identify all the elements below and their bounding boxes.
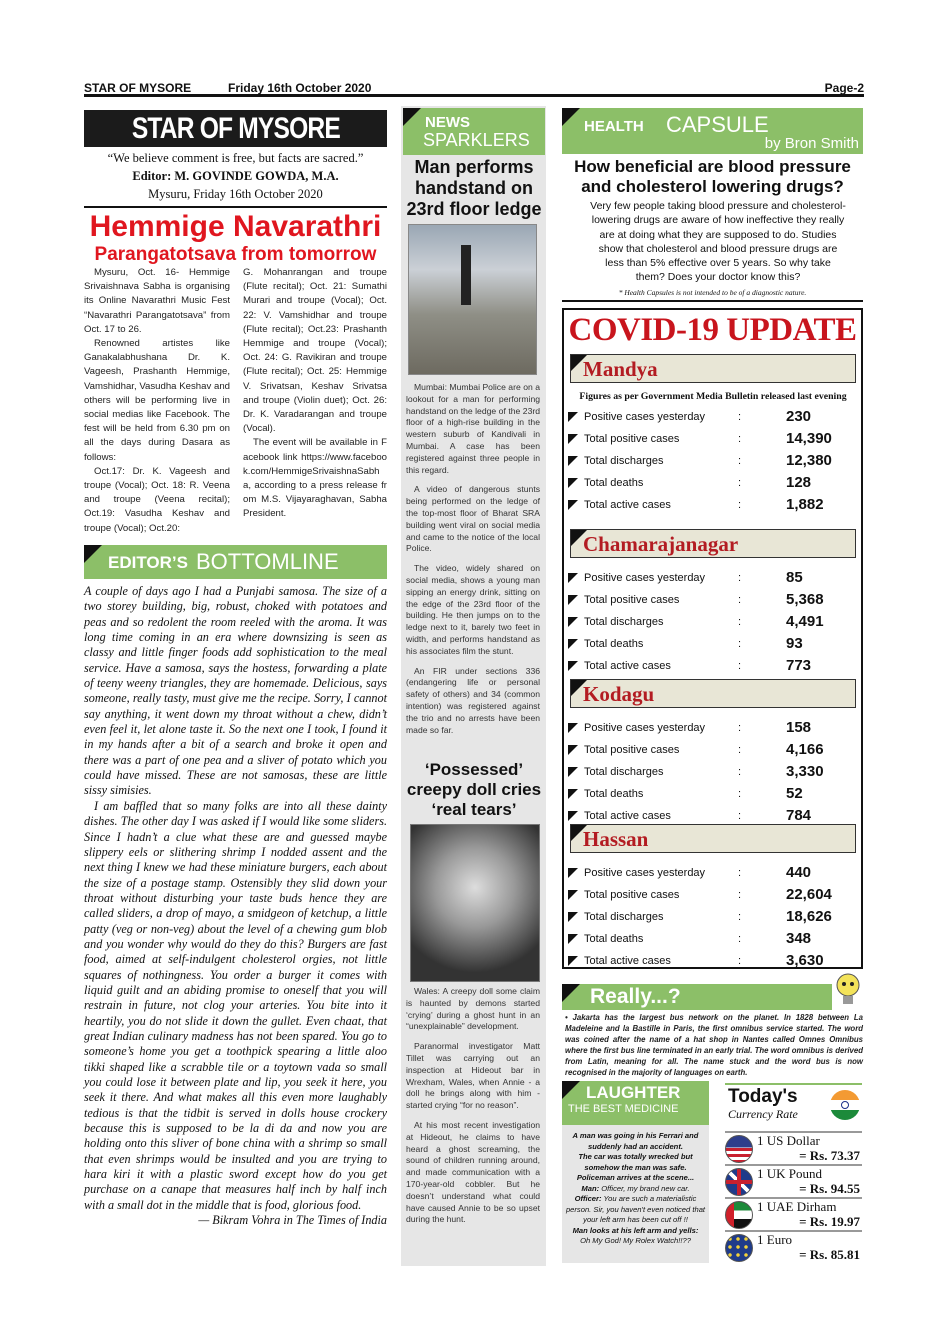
doll-photo — [410, 824, 540, 982]
divider — [725, 1083, 862, 1085]
paragraph: A video of dangerous stunts being performed on the ledge of the top-most floor of Bharat SRA building went viral on social media and came to the notice of the local Police. — [406, 484, 540, 554]
sparklers-header — [403, 108, 545, 155]
joke-line: Man looks at his left arm and yells: — [572, 1225, 699, 1235]
sparklers-kicker: NEWS — [425, 114, 470, 131]
corner-mark — [571, 355, 587, 371]
corner-mark — [84, 545, 102, 563]
stat-row — [568, 865, 858, 883]
health-kicker: HEALTH — [584, 118, 644, 135]
stat-label: Positive cases yesterday — [584, 867, 706, 879]
stat-value: 784 — [786, 807, 812, 824]
page-number: Page-2 — [824, 81, 864, 95]
paragraph: A couple of days ago I had a Punjabi samosa. The size of a two storey building, big, robust, choked with potatoes and peas and so redolent the room reeled with the aroma. It was long time coming in an era where downsizing is seen as classy and little finger foods add sophistication to the meal service. Have a samosa, says the hostess, forwarding a plate of teeny weeny triangles, they are homemade. Delicious, says someone, really tasty, must give me the recipe. Sorry, I cannot say anything, it went down my throat without a chew, didn’t even feel it, let alone taste it. So the next one I took, I found it in my hands after a bit of a search and broke it open and there was a part of one pea and a sliver of potato which you could have missed. These are not samosas, these are little sissy simisies. — [84, 584, 387, 798]
colon: : — [738, 616, 742, 628]
stat-row — [568, 592, 858, 610]
region-header-kodagu — [570, 679, 856, 708]
stat-label: Total positive cases — [584, 889, 680, 901]
colon: : — [738, 477, 742, 489]
stat-value: 230 — [786, 408, 812, 425]
speaker: Man: — [581, 1183, 600, 1193]
stat-row — [568, 570, 858, 588]
bullet-triangle-icon — [568, 890, 578, 900]
stat-label: Total discharges — [584, 911, 664, 923]
page-header — [84, 81, 864, 97]
paragraph: Paranormal investigator Matt Tillet was carrying out an inspection at Hideout bar in Wrexham, Wales, when Annie - a doll he brings along with him - started crying “for no reason”. — [406, 1041, 540, 1111]
stat-label: Total positive cases — [584, 744, 680, 756]
bullet-triangle-icon — [568, 811, 578, 821]
joke-line: Oh My God! My Rolex Watch!!?? — [580, 1236, 691, 1245]
stat-value: 773 — [786, 657, 812, 674]
bullet-triangle-icon — [568, 573, 578, 583]
eu-flag-icon — [725, 1234, 753, 1262]
paragraph: G. Mohanrangan and troupe (Flute recital); Oct. 21: Sumathi Murari and troupe (Vocal); Oct. 22: V. Vamshidhar and troupe (Flute recital); Oct.23: Prashanth Hemmige and troupe (Vocal); Oct. 24: G. Ravikiran and troupe (Flute recital); Oct. 25: Hemmige V. Srivatsan, Keshav Srivatsa and troupe (Violin duet); Oct. 26: Dr. K. Varadarangan and troupe (Vocal). — [243, 267, 387, 435]
colon: : — [738, 594, 742, 606]
lightbulb-icon — [832, 972, 864, 1008]
stat-row — [568, 953, 858, 971]
joke-line — [565, 1184, 706, 1195]
bullet-triangle-icon — [568, 767, 578, 777]
region-header-hassan — [570, 824, 856, 853]
stat-row — [568, 786, 858, 804]
bullet-triangle-icon — [568, 723, 578, 733]
paragraph: An FIR under sections 336 (endangering life or personal safety of others) and 34 (common intention) was registered against the trio and no arrests have been made so far. — [406, 665, 540, 735]
corner-mark — [403, 108, 421, 126]
paragraph: Wales: A creepy doll some claim is haunted by demons started ‘crying’ during a ghost hunt in an “unexplainable” development. — [406, 986, 540, 1032]
bullet-triangle-icon — [568, 745, 578, 755]
joke-line: Policeman arrives at the scene... — [576, 1173, 695, 1182]
currency-title: Today's — [728, 1086, 798, 1107]
stat-label: Total active cases — [584, 660, 671, 672]
bullet-triangle-icon — [568, 412, 578, 422]
stat-label: Total discharges — [584, 766, 664, 778]
motto: “We believe comment is free, but facts are sacred.” — [107, 151, 364, 165]
masthead-title: STAR OF MYSORE — [131, 112, 340, 145]
colon: : — [738, 660, 742, 672]
currency-row — [725, 1131, 862, 1164]
stat-value: 158 — [786, 719, 812, 736]
stat-row — [568, 636, 858, 654]
currency-value: = Rs. 85.81 — [799, 1247, 860, 1262]
stat-label: Total active cases — [584, 810, 671, 822]
stat-value: 52 — [786, 785, 803, 802]
colon: : — [738, 499, 742, 511]
lead-column-1 — [84, 266, 230, 536]
stat-value: 3,630 — [786, 952, 824, 969]
stat-value: 5,368 — [786, 591, 824, 608]
covid-title: COVID-19 UPDATE — [568, 312, 857, 348]
stat-value: 22,604 — [786, 886, 832, 903]
bullet-triangle-icon — [568, 661, 578, 671]
health-body: Very few people taking blood pressure and cholesterol-lowering drugs are aware of how ineffective they really are at doing what they are supposed to do. Studies show that cholesterol and blood pressure drugs are less than 5% effective over 5 years. So why take them? Does your doctor know this? — [590, 200, 846, 284]
colon: : — [738, 766, 742, 778]
paragraph: Oct.17: Dr. K. Vageesh and troupe (Vocal); Oct. 18: R. Veena and troupe (Veena recital); Oct.19: Vasudha Keshav and troupe (Vocal); Oct.20: — [84, 465, 230, 534]
currency-name: 1 UK Pound — [757, 1166, 823, 1181]
lead-headline: Hemmige Navarathri — [89, 210, 382, 243]
bullet-triangle-icon — [568, 912, 578, 922]
stat-row — [568, 764, 858, 782]
really-title: Really...? — [590, 985, 681, 1008]
bullet-triangle-icon — [568, 595, 578, 605]
sparklers-title: SPARKLERS — [423, 130, 530, 150]
currency-value: = Rs. 94.55 — [799, 1181, 860, 1196]
stat-row — [568, 887, 858, 905]
editorial-body — [84, 584, 387, 1228]
colon: : — [738, 744, 742, 756]
stat-label: Total active cases — [584, 499, 671, 511]
currency-value: = Rs. 19.97 — [799, 1214, 860, 1229]
editor-line: Editor: M. GOVINDE GOWDA, M.A. — [132, 169, 339, 183]
paragraph: The video, widely shared on social media, shows a young man sipping an energy drink, sitting on the edge of the 23rd floor of the building. He then jumps on to the ledge next to it, barely two feet in width, and performs handstand as his associates film the stunt. — [406, 563, 540, 656]
region-header-mandya — [570, 354, 856, 383]
bullet-triangle-icon — [568, 456, 578, 466]
region-name: Kodagu — [583, 682, 655, 706]
uae-flag-icon — [725, 1201, 753, 1229]
bullet-triangle-icon — [568, 934, 578, 944]
stat-label: Total positive cases — [584, 433, 680, 445]
colon: : — [738, 722, 742, 734]
divider — [84, 206, 387, 208]
story2-body — [406, 986, 540, 1234]
uk-flag-icon — [725, 1168, 753, 1196]
really-header — [562, 984, 832, 1010]
stat-row — [568, 497, 858, 515]
colon: : — [738, 638, 742, 650]
paragraph: Renowned artistes like Ganakalabhushana Dr. K. Vageesh, Prashanth Hemmige, Vamshidhar, Vasudha Keshav and others will be performing live in social medias like Facebook. The fest will be held from 6.30 pm on all the days during Dasara as follows: — [84, 338, 230, 463]
stat-value: 85 — [786, 569, 803, 586]
issue-date: Friday 16th October 2020 — [228, 81, 372, 95]
region-name: Hassan — [583, 827, 649, 851]
paragraph: I am baffled that so many folks are into all these dainty dishes. The other day I was asked if I would like some sliders. Since I hadn’t a clue what these are and guessed maybe slippery eels or slithering shrimp I nodded assent and the next thing I knew we had these miniature burgers, each about the size of a postage stamp. Ostensibly they slid down your throat without disturbing your taste buds hence they are called sliders, a drop of mayo, a smidgeon of ketchup, a little patty (veg or non-veg) about the level of a chewing gum blob and you wonder why would do they do this? Burgers are fast food, aimed at self-indulgent cholesterol orgies, not little squares of nothingness. You order a burger it comes with liquid guilt and an abiding promise to oneself that you will restrain in future, not clog your arteries. You bite into it heartily, you do not slide it down the gullet. Even chaat, that great Indian culinary madness has not been spared. You go to someone’s home you get a toothpick spearing a little aloo tikki shaped like a scrabble tile or a toytown vada so small you could lose it between plate and lip, you seek it here, you seek it there. And what makes all this even more laughably tedious is that the tidbit is served in dolls house crockery because this is supposed to be la di da and now you are holding onto this sliver of bone china with a shrimp so small that even shrimps would be insulted and you are trying to hara kiri it with a plastic sword except how do you get purchase on a canape that measures half inch by half inch with a small dot in the middle that is food, glorious food. — [84, 798, 387, 1212]
covid-update-box — [562, 308, 863, 969]
colon: : — [738, 455, 742, 467]
colon: : — [738, 933, 742, 945]
stat-value: 1,882 — [786, 496, 824, 513]
speaker: Officer: — [574, 1194, 602, 1203]
stat-label: Positive cases yesterday — [584, 572, 706, 584]
stat-row — [568, 409, 858, 427]
paragraph: The event will be available in Facebook link https://www.facebook.com/HemmigeSrivaishnaSabha, according to a press release from M.S. Vijayaraghavan, Sabha President. — [243, 437, 387, 520]
stat-row — [568, 720, 858, 738]
bullet-triangle-icon — [568, 789, 578, 799]
currency-subtitle: Currency Rate — [728, 1107, 798, 1121]
stat-label: Total discharges — [584, 616, 664, 628]
stat-label: Total positive cases — [584, 594, 680, 606]
story1-body — [406, 382, 540, 744]
colon: : — [738, 867, 742, 879]
lead-column-2 — [243, 266, 387, 522]
stat-label: Total active cases — [584, 955, 671, 967]
bullet-triangle-icon — [568, 617, 578, 627]
stat-value: 93 — [786, 635, 803, 652]
india-flag-icon — [830, 1090, 860, 1120]
health-headline: How beneficial are blood pressure and cholesterol lowering drugs? — [574, 157, 851, 196]
currency-value: = Rs. 73.37 — [799, 1148, 860, 1163]
dateline: Mysuru, Friday 16th October 2020 — [148, 187, 323, 201]
stat-row — [568, 658, 858, 676]
paragraph: Mumbai: Mumbai Police are on a lookout for a man for performing handstand on the ledge of the 23rd floor of a high-rise building in the western suburb of Kandivali in Mumbai. A case has been registered against three people in this regard. — [406, 382, 540, 475]
stat-label: Total deaths — [584, 638, 644, 650]
paper-name: STAR OF MYSORE — [84, 81, 192, 95]
joke-line — [565, 1194, 706, 1226]
paragraph: Mysuru, Oct. 16- Hemmige Srivaishnava Sabha is organising its Online Navarathri Music Fest “Navarathri Parangatotsava” from Oct. 17 to 26. — [84, 267, 230, 335]
region-name: Chamarajanagar — [583, 532, 739, 556]
colon: : — [738, 889, 742, 901]
editorial-credit: — Bikram Vohra in The Times of India — [198, 1213, 387, 1228]
editorial-header — [84, 545, 387, 579]
bullet-triangle-icon — [568, 434, 578, 444]
story2-headline: ‘Possessed’ creepy doll cries ‘real tears’ — [406, 760, 542, 819]
bullet-triangle-icon — [568, 868, 578, 878]
laughter-title: LAUGHTER — [586, 1083, 681, 1102]
stat-value: 12,380 — [786, 452, 832, 469]
stat-label: Total deaths — [584, 933, 644, 945]
stat-label: Total deaths — [584, 477, 644, 489]
corner-mark — [571, 825, 587, 841]
speech: You are such a materialistic person. Sir, you haven't even noticed that your left arm has been cut off !! — [565, 1194, 706, 1224]
corner-mark — [562, 984, 580, 1002]
corner-mark — [562, 108, 580, 126]
colon: : — [738, 911, 742, 923]
stat-value: 3,330 — [786, 763, 824, 780]
stat-row — [568, 475, 858, 493]
bullet-triangle-icon — [568, 956, 578, 966]
handstand-photo — [408, 224, 537, 375]
joke-line: A man was going in his Ferrari and suddenly had an accident. — [572, 1131, 699, 1151]
health-note: * Health Capsules is not intended to be of a diagnostic nature. — [618, 288, 807, 297]
colon: : — [738, 788, 742, 800]
currency-name: 1 Euro — [757, 1232, 793, 1247]
covid-source: Figures as per Government Media Bulletin released last evening — [579, 391, 847, 402]
editorial-title: BOTTOMLINE — [196, 549, 339, 574]
stat-value: 348 — [786, 930, 812, 947]
stat-value: 128 — [786, 474, 812, 491]
lead-subhead: Parangatotsava from tomorrow — [94, 244, 377, 265]
colon: : — [738, 955, 742, 967]
currency-row — [725, 1197, 862, 1230]
paragraph: At his most recent investigation at Hideout, he claims to have heard a ghost screaming, the sound of children running around, and made communication with a 170-year-old cobbler. But he doesn’t understand what could have caused Annie to be so upset during the hunt. — [406, 1119, 540, 1225]
speech: Officer, my brand new car. — [601, 1183, 690, 1193]
colon: : — [738, 411, 742, 423]
health-capsule-header — [562, 108, 863, 154]
stat-row — [568, 614, 858, 632]
editorial-kicker: EDITOR’S — [108, 553, 188, 572]
stat-label: Total deaths — [584, 788, 644, 800]
masthead — [84, 110, 387, 147]
currency-row — [725, 1164, 862, 1197]
stat-row — [568, 453, 858, 471]
stat-value: 4,491 — [786, 613, 824, 630]
stat-label: Positive cases yesterday — [584, 722, 706, 734]
region-header-chamarajanagar — [570, 529, 856, 558]
corner-mark — [562, 1081, 580, 1099]
colon: : — [738, 810, 742, 822]
bullet-triangle-icon — [568, 478, 578, 488]
person-silhouette — [461, 245, 471, 305]
corner-mark — [571, 530, 587, 546]
colon: : — [738, 572, 742, 584]
divider — [562, 300, 863, 302]
bullet-triangle-icon — [568, 500, 578, 510]
colon: : — [738, 433, 742, 445]
stat-row — [568, 909, 858, 927]
laughter-subtitle: THE BEST MEDICINE — [568, 1103, 679, 1115]
us-flag-icon — [725, 1135, 753, 1163]
stat-label: Positive cases yesterday — [584, 411, 706, 423]
health-title: CAPSULE — [666, 112, 769, 137]
stat-label: Total discharges — [584, 455, 664, 467]
stat-value: 440 — [786, 864, 812, 881]
laughter-header — [562, 1081, 709, 1125]
stat-row — [568, 742, 858, 760]
stat-row — [568, 431, 858, 449]
really-text: • Jakarta has the largest bus network on the planet. In 1828 between La Madeleine and la Bastille in Paris, the first omnibus service started. The word was coined after the name of a hat shop in Nantes called Omnes Omnibus where the first bus line terminated in an early trial. The word omnibus is derived from Latin, meaning for all. The name stuck and the word bus is now recognised in the majority of languages on earth. — [565, 1013, 863, 1077]
health-byline: by Bron Smith — [764, 135, 859, 152]
stat-value: 18,626 — [786, 908, 832, 925]
currency-name: 1 UAE Dirham — [757, 1199, 837, 1214]
laughter-joke — [562, 1125, 709, 1263]
stat-row — [568, 931, 858, 949]
stat-value: 4,166 — [786, 741, 824, 758]
joke-line: The car was totally wrecked but somehow the man was safe. — [578, 1152, 693, 1172]
corner-mark — [571, 680, 587, 696]
currency-row — [725, 1230, 862, 1263]
currency-name: 1 US Dollar — [757, 1133, 820, 1148]
region-name: Mandya — [583, 357, 658, 381]
really-fact: Jakarta has the largest bus network on the planet. In 1828 between La Madeleine and la Bastille in Paris, the first omnibus service started. The word was coined after the name of a hat shop in Nantes called Omnes Omnibus where the first bus line terminated in an early trial. The word omnibus is derived from Latin, meaning for all. The name stuck and the word bus is now recognised in the majority of languages on earth. — [565, 1013, 863, 1077]
bullet-triangle-icon — [568, 639, 578, 649]
stat-value: 14,390 — [786, 430, 832, 447]
story1-headline: Man performs handstand on 23rd floor ledge — [406, 157, 542, 219]
